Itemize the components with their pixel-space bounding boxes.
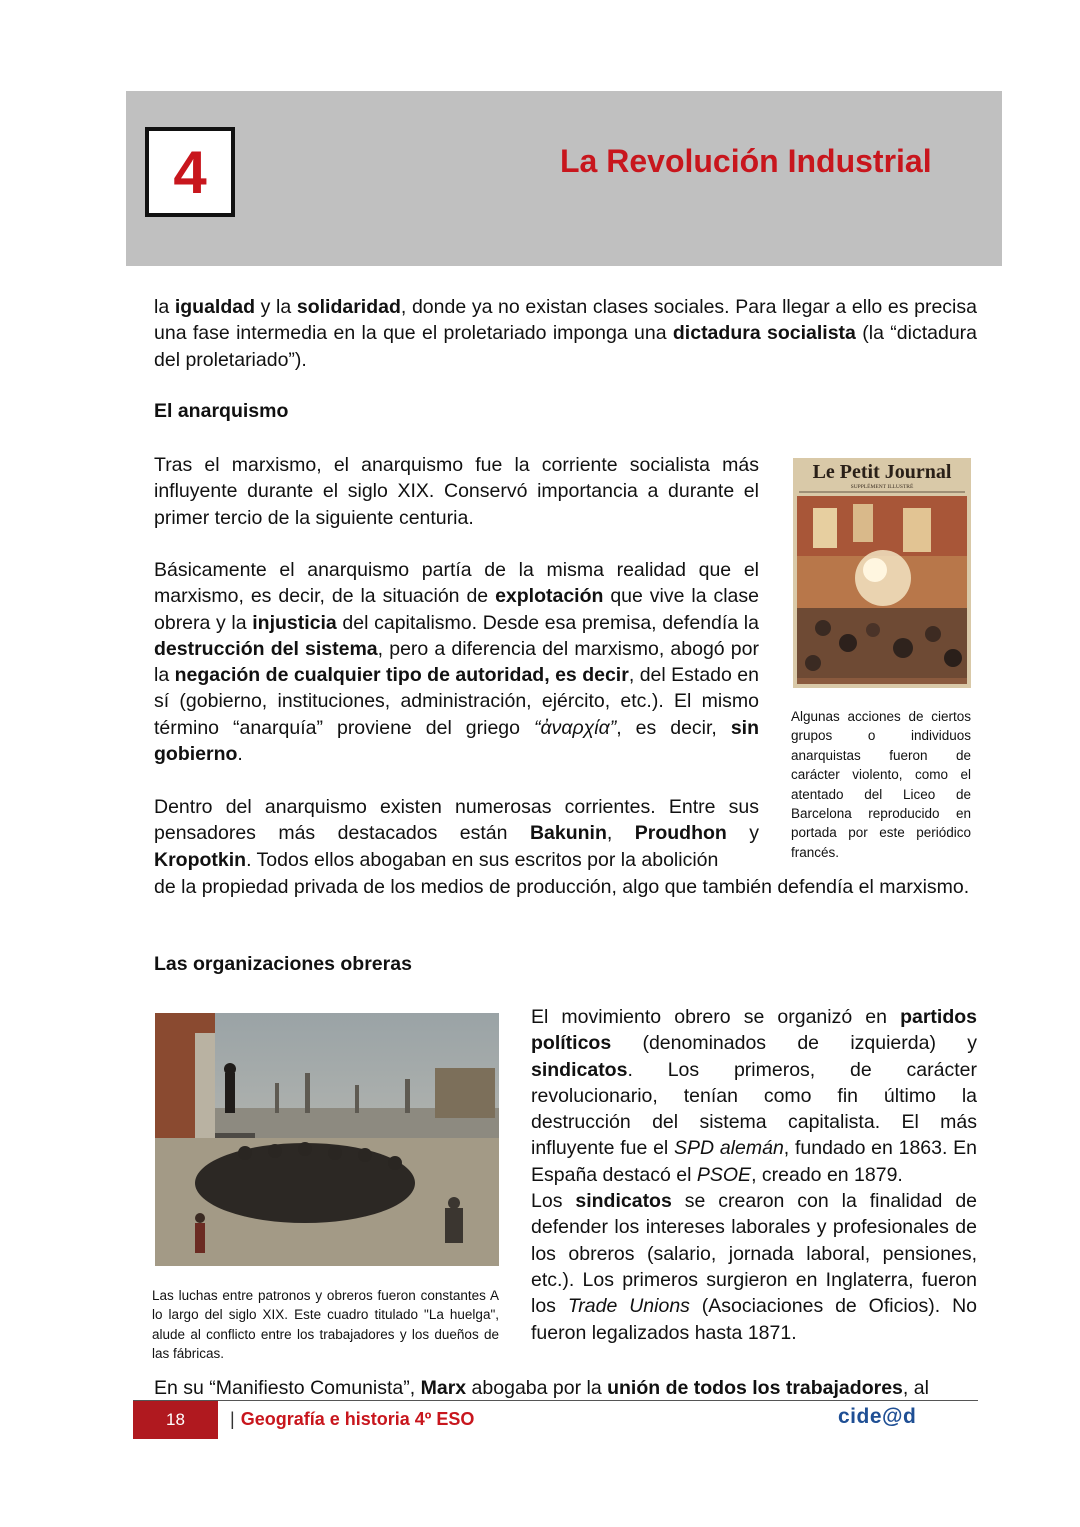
la-huelga-painting <box>155 1013 499 1266</box>
paragraph-anarquismo-3-cont: de la propiedad privada de los medios de producción, algo que también defendía el marxismo. <box>154 876 970 898</box>
chapter-number: 4 <box>173 138 207 206</box>
paragraph-manifiesto: En su “Manifiesto Comunista”, Marx abogaba por la unión de todos los trabajadores, al <box>154 1377 929 1399</box>
paragraph-anarquismo-1: Tras el marxismo, el anarquismo fue la corriente socialista más influyente durante el siglo XIX. Conservó importancia a durante el primer tercio de la siguiente centuria. <box>154 454 759 529</box>
paragraph-anarquismo-3: Dentro del anarquismo existen numerosas corrientes. Entre sus pensadores más destacados están Bakunin, Proudhon y Kropotkin. Todos ellos abogaban en sus escritos por la abolición <box>154 796 759 871</box>
chapter-number-box <box>145 127 235 217</box>
footer-book-title: | Geografía e historia 4º ESO <box>230 1409 475 1429</box>
newspaper-subtitle: SUPPLÉMENT ILLUSTRÉ <box>850 484 914 490</box>
paragraph-anarquismo-2: Básicamente el anarquismo partía de la misma realidad que el marxismo, es decir, de la situación de explotación que vive la clase obrera y la injusticia del capitalismo. Desde esa premisa, defendía la destrucción del sistema, pero a diferencia del marxismo, abogó por la negación de cualquier tipo de autoridad, es decir, del Estado en sí (gobierno, instituciones, administración, ejército, etc.). El mismo término “anarquía” proviene del griego “ἀναρχία”, es decir, sin gobierno. <box>154 559 760 766</box>
la-huelga-image <box>155 1013 499 1266</box>
petit-journal-illustration <box>793 458 971 688</box>
footer-divider <box>133 1400 978 1401</box>
heading-anarquismo: El anarquismo <box>154 400 289 422</box>
newspaper-masthead: Le Petit Journal <box>812 461 952 483</box>
petit-journal-image <box>793 458 971 688</box>
heading-organizaciones-obreras: Las organizaciones obreras <box>154 953 412 975</box>
caption-la-huelga: Las luchas entre patronos y obreros fueron constantes A lo largo del siglo XIX. Este cuadro titulado "La huelga", alude al conflicto entre los trabajadores y los dueños de las fábricas. <box>152 1288 499 1362</box>
page-number: 18 <box>133 1401 218 1439</box>
cidead-logo: cide@d <box>838 1405 917 1428</box>
chapter-title: La Revolución Industrial <box>560 143 932 179</box>
caption-petit-journal: Algunas acciones de ciertos grupos o individuos anarquistas fueron de carácter violento, como el atentado del Liceo de Barcelona reproducido en portada por este periódico francés. <box>791 709 971 860</box>
paragraph-intro: la igualdad y la solidaridad, donde ya no existan clases sociales. Para llegar a ello es precisa una fase intermedia en la que el proletariado imponga una dictadura socialista (la “dictadura del proletariado”). <box>154 296 977 371</box>
paragraph-organizaciones: El movimiento obrero se organizó en partidos políticos (denominados de izquierda) y sindicatos. Los primeros, de carácter revolucionario, tenían como fin último la destrucción del sistema capitalista. El más influyente fue el SPD alemán, fundado en 1863. En España destacó el PSOE, creado en 1879. Los sindicatos se crearon con la finalidad de defender los intereses laborales y profesionales de los obreros (salario, jornada laboral, pensiones, etc.). Los primeros surgieron en Inglaterra, fueron los Trade Unions (Asociaciones de Oficios). No fueron legalizados hasta 1871. <box>531 1006 978 1344</box>
